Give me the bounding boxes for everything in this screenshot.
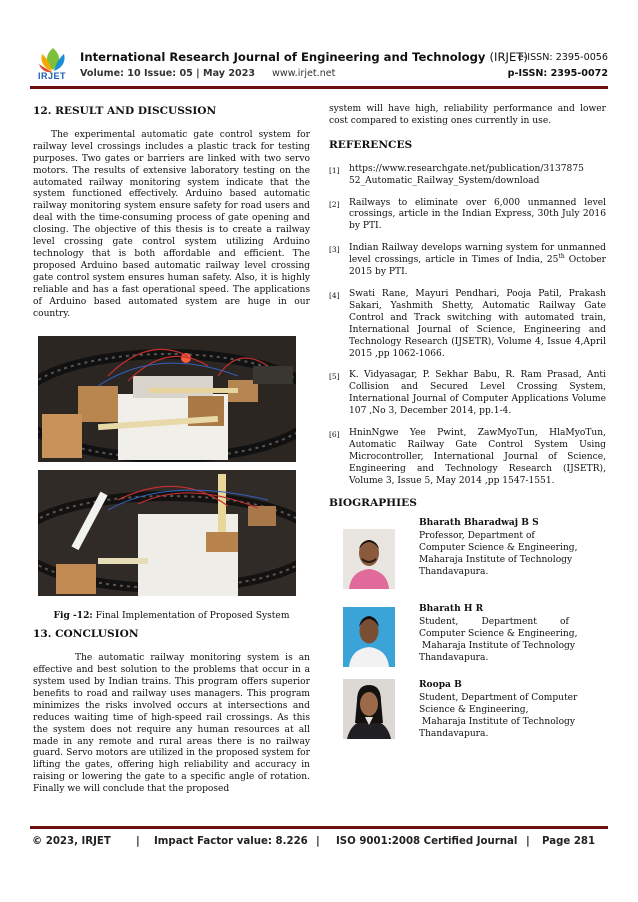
bio-line: Maharaja Institute of Technology xyxy=(419,641,576,652)
figure-caption xyxy=(33,610,310,623)
result-heading: 12. RESULT AND DISCUSSION xyxy=(33,105,217,117)
footer-separator: | xyxy=(526,836,530,847)
header-divider xyxy=(30,86,608,89)
prototype-photo-1 xyxy=(38,336,296,462)
bio-line: Thandavapura. xyxy=(419,653,489,664)
reference-text-part: October 2015 by PTI. xyxy=(349,255,607,278)
bio-line: Computer Science & Engineering, xyxy=(419,542,578,553)
reference-text[interactable]: https://www.researchgate.net/publication/3137875 52_Automatic_Railway_System/download xyxy=(349,163,584,186)
journal-title xyxy=(80,50,528,64)
bio-text xyxy=(419,517,587,578)
reference-text: HninNgwe Yee Pwint, ZawMyoTun, HlaMyoTun, Automatic Railway Gate Control System Using Microcontroller, International Journal of Science, Engineering and Technology Research (IJSETR), Volume 3, Issue 5, May 2014 ,pp 1547-1551. xyxy=(349,428,606,486)
biographies-heading: BIOGRAPHIES xyxy=(329,496,417,509)
bio-line: Thandavapura. xyxy=(419,567,489,578)
conclusion-heading: 13. CONCLUSION xyxy=(33,628,139,641)
bio-line: Thandavapura. xyxy=(419,729,489,740)
reference-superscript: th xyxy=(558,253,565,261)
reference-item xyxy=(329,370,606,418)
biography-3 xyxy=(329,679,606,759)
bio-line: Student, Department of xyxy=(419,616,569,627)
conclusion-continuation: system will have high, reliability performance and lower cost compared to existing ones currently in use. xyxy=(329,104,606,126)
figure-label: Fig -12: xyxy=(53,610,93,622)
logo-text: IRJET xyxy=(38,71,67,81)
author-name: Bharath H R xyxy=(419,603,484,615)
footer-impact-factor: Impact Factor value: 8.226 xyxy=(154,836,308,847)
e-issn: e-ISSN: 2395-0056 xyxy=(517,52,608,63)
bio-text xyxy=(419,679,587,740)
bio-line: Maharaja Institute of Technology xyxy=(419,717,576,728)
volume-info: Volume: 10 Issue: 05 | May 2023 xyxy=(80,68,256,79)
bio-text xyxy=(419,603,587,664)
author-photo xyxy=(343,607,395,667)
footer-separator: | xyxy=(136,836,140,847)
reference-item xyxy=(329,428,606,488)
footer-page-number: Page 281 xyxy=(542,836,596,847)
reference-item xyxy=(329,198,606,234)
page-header xyxy=(0,0,638,96)
bio-line: Maharaja Institute of Technology xyxy=(419,555,573,566)
right-column xyxy=(329,104,606,759)
reference-item xyxy=(329,243,606,279)
bio-line: Student, Department of Computer xyxy=(419,692,578,703)
reference-number: [3] xyxy=(329,245,340,255)
footer-separator: | xyxy=(316,836,320,847)
reference-number: [6] xyxy=(329,430,340,440)
author-name: Bharath Bharadwaj B S xyxy=(419,517,539,529)
reference-item xyxy=(329,289,606,360)
reference-item xyxy=(329,164,606,188)
figure-caption-text: Final Implementation of Proposed System xyxy=(95,611,290,622)
author-photo xyxy=(343,679,395,739)
left-column xyxy=(33,100,310,796)
bio-line: Professor, Department of xyxy=(419,530,535,541)
conclusion-paragraph: The automatic railway monitoring system is an effective and best solution to the problems that occur in a system used by Indian trains. This program offers superior benefits to road and railway uses managers. This program minimizes the risks involved occurs at intersections and reduces waiting time of high-speed rail crossings. As this the system does not require any human resources at all made in any remote and rural areas there is no railway guard. Servo motors are utilized in the proposed system for lifting the gates, offering high reliability and accuracy in raising or lowering the gate to a specific angle of rotation. Finally we will conclude that the proposed xyxy=(33,653,310,795)
references-list xyxy=(329,164,606,488)
footer-copyright: © 2023, IRJET xyxy=(32,836,111,847)
journal-abbr: (IRJET) xyxy=(489,50,528,64)
reference-text-part: Indian Railway develops warning system for unmanned level crossings, article in Times of India, 25 xyxy=(349,243,606,266)
p-issn: p-ISSN: 2395-0072 xyxy=(507,68,608,79)
bio-line: Science & Engineering, xyxy=(419,704,529,715)
reference-text: K. Vidyasagar, P. Sekhar Babu, R. Ram Prasad, Anti Collision and Secured Level Crossing System, International Journal of Computer Applications Volume 107 ,No 3, December 2014, pp.1-4. xyxy=(349,370,606,417)
reference-number: [2] xyxy=(329,199,340,209)
author-name: Roopa B xyxy=(419,679,462,691)
reference-number: [5] xyxy=(329,372,340,382)
reference-number: [4] xyxy=(329,290,340,300)
references-heading: REFERENCES xyxy=(329,138,413,151)
journal-issue-line xyxy=(80,68,336,79)
reference-text: Railways to eliminate over 6,000 unmanned level crossings, article in the Indian Express, 30th July 2016 by PTI. xyxy=(349,197,606,232)
biography-2 xyxy=(329,603,606,679)
prototype-photo-2 xyxy=(38,470,296,596)
reference-number: [1] xyxy=(329,165,340,175)
author-photo xyxy=(343,529,395,589)
journal-website[interactable]: www.irjet.net xyxy=(272,68,336,79)
footer-iso: ISO 9001:2008 Certified Journal xyxy=(336,836,518,847)
reference-text: Swati Rane, Mayuri Pendhari, Pooja Patil, Prakash Sakari, Yashmith Shetty, Automatic Railway Gate Control and Track switching with automated train, International Journal of Science, Engineering and Technology Research (IJSETR), Volume 4, Issue 4,April 2015 ,pp 1062-1066. xyxy=(349,288,606,359)
biography-1 xyxy=(329,517,606,603)
bio-line: Computer Science & Engineering, xyxy=(419,628,578,639)
journal-name: International Research Journal of Engineering and Technology xyxy=(80,50,486,64)
result-paragraph: The experimental automatic gate control system for railway level crossings includes a plastic track for testing purposes. Two gates or barriers are linked with two servo motors. The results of extensive laboratory testing on the automated railway monitoring system indicate that the system functioned effectively. Arduino based automatic railway monitoring system ensure safety for road users and deal with the time-consuming process of gate opening and closing. The objective of this thesis is to create a railway level crossing gate control system utilizing Arduino technology that is both affordable and efficient. The proposed Arduino based automatic railway level crossing gate control system ensures human safety. Also, it is highly reliable and has a fast operational speed. The applications of Arduino based automated system are huge in our country. xyxy=(33,129,310,319)
reference-text xyxy=(349,243,606,277)
footer-divider xyxy=(30,826,608,829)
